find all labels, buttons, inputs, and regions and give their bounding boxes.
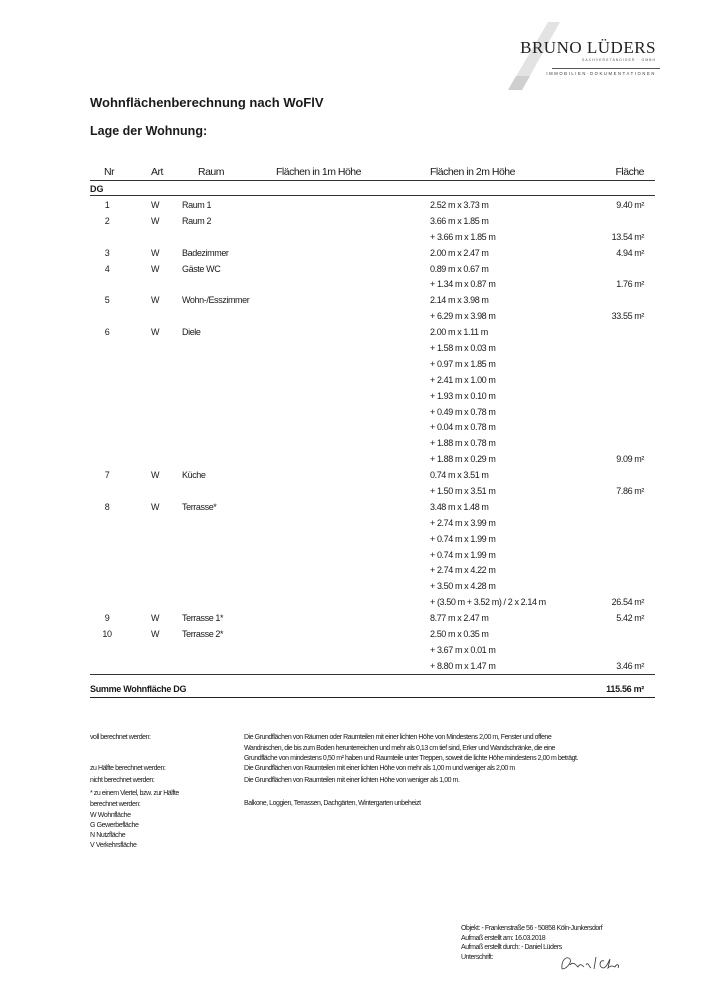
row-art: W	[151, 470, 160, 481]
row-flaeche: 33.55 m²	[611, 311, 644, 322]
row-flaeche: 4.94 m²	[616, 247, 644, 258]
legend-item: V Verkehrsfläche	[90, 842, 137, 849]
row-flaechen-2m: + 1.50 m x 3.51 m	[430, 486, 496, 497]
row-flaeche: 13.54 m²	[611, 231, 644, 242]
header-rule	[90, 180, 655, 181]
row-flaechen-2m: 2.00 m x 1.11 m	[430, 327, 488, 338]
header-flaechen-1m: Flächen in 1m Höhe	[276, 166, 361, 178]
row-flaechen-2m: + 3.50 m x 4.28 m	[430, 581, 496, 592]
row-flaechen-2m: + 2.41 m x 1.00 m	[430, 374, 496, 385]
row-flaechen-2m: 2.52 m x 3.73 m	[430, 200, 489, 210]
table-row	[0, 516, 706, 532]
summary-label: Summe Wohnfläche DG	[90, 684, 187, 694]
row-art: W	[151, 501, 160, 512]
legend-item: N Nutzfläche	[90, 832, 126, 839]
logo-subline: SACHVERSTÄNDIGER · GMBH	[582, 58, 656, 62]
row-art: W	[151, 200, 160, 210]
header-nr: Nr	[104, 166, 115, 178]
footnote-viertel-label	[90, 789, 179, 810]
table-row	[0, 532, 706, 548]
object-address: Objekt: - Frankenstraße 56 - 50858 Köln-Junkersdorf	[461, 925, 603, 932]
table-row	[0, 468, 706, 484]
survey-author: Aufmaß erstellt durch: - Daniel Lüders	[461, 944, 562, 952]
row-art: W	[151, 629, 160, 640]
footnote-voll-line: Grundfläche von mindestens 0,50 m² haben und Raumteile unter Treppen, soweit die lichte Höhe mindestens 2,00 m beträgt.	[244, 755, 579, 762]
table-row	[0, 595, 706, 611]
summary-value: 115.56 m²	[606, 684, 644, 694]
row-nr: 8	[104, 501, 110, 512]
table-end-rule	[90, 674, 655, 675]
row-flaechen-2m: 3.48 m x 1.48 m	[430, 501, 489, 512]
row-flaechen-2m: + 1.88 m x 0.29 m	[430, 454, 496, 465]
legend-item: W Wohnfläche	[90, 812, 131, 819]
footnote-viertel-line: berechnet werden:	[90, 800, 141, 808]
legend-item: G Gewerbefläche	[90, 822, 139, 829]
header-raum: Raum	[198, 166, 225, 178]
table-row	[0, 579, 706, 595]
survey-date: Aufmaß erstellt am: 16.03.2018	[461, 934, 546, 942]
footnote-nicht-label: nicht berechnet werden:	[90, 777, 155, 784]
row-flaeche: 9.40 m²	[616, 200, 644, 210]
signature	[558, 951, 628, 975]
table-row	[0, 357, 706, 373]
row-art: W	[151, 327, 160, 338]
row-flaeche: 5.42 m²	[616, 613, 644, 624]
row-flaechen-2m: 8.77 m x 2.47 m	[430, 613, 489, 624]
table-row	[0, 262, 706, 278]
row-raum: Badezimmer	[182, 247, 229, 258]
row-art: W	[151, 613, 160, 624]
row-art: W	[151, 263, 160, 274]
row-nr: 7	[104, 470, 110, 481]
row-flaechen-2m: + 1.88 m x 0.78 m	[430, 438, 496, 449]
table-row	[0, 659, 706, 675]
row-flaechen-2m: 2.50 m x 0.35 m	[430, 629, 489, 640]
header-art: Art	[151, 166, 163, 178]
table-row	[0, 500, 706, 516]
row-flaechen-2m: + 0.74 m x 1.99 m	[430, 533, 496, 544]
table-row	[0, 548, 706, 564]
table-row	[0, 309, 706, 325]
area-table-body	[0, 198, 706, 675]
row-nr: 6	[104, 327, 110, 338]
row-raum: Raum 2	[182, 215, 212, 226]
table-row	[0, 373, 706, 389]
row-raum: Küche	[182, 470, 206, 481]
row-nr: 9	[104, 613, 110, 624]
table-row	[0, 277, 706, 293]
row-flaechen-2m: 2.14 m x 3.98 m	[430, 295, 489, 306]
row-flaechen-2m: + 1.93 m x 0.10 m	[430, 390, 496, 401]
row-flaechen-2m: 0.74 m x 3.51 m	[430, 470, 489, 481]
row-nr: 2	[104, 215, 110, 226]
table-row	[0, 389, 706, 405]
section-rule	[90, 195, 655, 196]
location-label: Lage der Wohnung:	[90, 124, 208, 138]
row-flaeche: 7.86 m²	[616, 486, 644, 497]
row-raum: Terrasse*	[182, 501, 217, 512]
table-row	[0, 627, 706, 643]
row-flaechen-2m: + 6.29 m x 3.98 m	[430, 311, 496, 322]
table-row	[0, 643, 706, 659]
table-row	[0, 484, 706, 500]
row-flaechen-2m: + 3.67 m x 0.01 m	[430, 644, 496, 655]
logo-name: BRUNO LÜDERS	[520, 38, 656, 57]
table-row	[0, 405, 706, 421]
row-flaeche: 3.46 m²	[616, 660, 644, 671]
table-row	[0, 325, 706, 341]
row-flaechen-2m: + 8.80 m x 1.47 m	[430, 660, 496, 671]
row-nr: 5	[104, 295, 110, 306]
row-flaeche: 1.76 m²	[616, 279, 644, 290]
row-flaechen-2m: + 2.74 m x 4.22 m	[430, 565, 496, 576]
row-raum: Terrasse 2*	[182, 629, 224, 640]
row-flaechen-2m: + 1.58 m x 0.03 m	[430, 343, 496, 354]
header-flaechen-2m: Flächen in 2m Höhe	[430, 166, 515, 178]
footnote-voll-line: Wandnischen, die bis zum Boden herunterreichen und mehr als 0,13 cm tief sind, Erker und Wandschränke, die eine	[244, 744, 556, 752]
row-nr: 10	[102, 629, 112, 640]
table-row	[0, 563, 706, 579]
row-raum: Diele	[182, 327, 201, 338]
footnote-viertel-text: Balkone, Loggien, Terrassen, Dachgärten, Wintergarten unbeheizt	[244, 800, 421, 807]
row-raum: Terrasse 1*	[182, 613, 224, 624]
signature-label: Unterschrift:	[461, 953, 493, 961]
row-flaechen-2m: 2.00 m x 2.47 m	[430, 247, 489, 258]
table-row	[0, 214, 706, 230]
row-art: W	[151, 295, 160, 306]
logo-tagline: IMMOBILIEN·DOKUMENTATIONEN	[546, 71, 656, 76]
table-row	[0, 293, 706, 309]
footnote-haelfte-label: zu Hälfte berechnet werden:	[90, 765, 166, 772]
table-row	[0, 452, 706, 468]
row-flaeche: 26.54 m²	[611, 597, 644, 608]
header-flaeche: Fläche	[615, 166, 644, 178]
footnote-nicht-text: Die Grundflächen von Raumteilen mit einer lichten Höhe von weniger als 1,00 m.	[244, 777, 460, 784]
row-raum: Raum 1	[182, 200, 212, 210]
row-flaeche: 9.09 m²	[616, 454, 644, 465]
row-flaechen-2m: + 0.04 m x 0.78 m	[430, 422, 496, 433]
row-nr: 3	[104, 247, 110, 258]
table-row	[0, 341, 706, 357]
row-flaechen-2m: + 3.66 m x 1.85 m	[430, 231, 496, 242]
row-flaechen-2m: + 2.74 m x 3.99 m	[430, 517, 496, 528]
table-row	[0, 198, 706, 214]
company-logo	[500, 22, 670, 92]
row-flaechen-2m: 3.66 m x 1.85 m	[430, 215, 489, 226]
row-flaechen-2m: 0.89 m x 0.67 m	[430, 263, 489, 274]
row-art: W	[151, 215, 160, 226]
row-flaechen-2m: + 0.74 m x 1.99 m	[430, 549, 496, 560]
table-row	[0, 436, 706, 452]
row-nr: 1	[104, 200, 110, 210]
row-flaechen-2m: + (3.50 m + 3.52 m) / 2 x 2.14 m	[430, 597, 546, 608]
logo-divider	[552, 68, 660, 69]
row-raum: Wohn-/Esszimmer	[182, 295, 250, 306]
legend	[90, 811, 138, 851]
page-title: Wohnflächenberechnung nach WoFlV	[90, 95, 324, 110]
row-nr: 4	[104, 263, 110, 274]
section-dg: DG	[90, 184, 104, 194]
footnote-viertel-line: * zu einem Viertel, bzw. zur Hälfte	[90, 790, 179, 797]
summary-rule	[90, 697, 655, 698]
table-row	[0, 420, 706, 436]
footnote-voll-line: Die Grundflächen von Räumen oder Raumteilen mit einer lichten Höhe von Mindestens 2,00 m, Fenster und offene	[244, 734, 552, 741]
table-row	[0, 230, 706, 246]
footnote-haelfte-text: Die Grundflächen von Raumteilen mit einer lichten Höhe von mehr als 1,00 m und weniger als 2,00 m	[244, 765, 515, 772]
table-row	[0, 246, 706, 262]
row-raum: Gäste WC	[182, 263, 221, 274]
row-art: W	[151, 247, 160, 258]
footnote-voll-text	[244, 733, 578, 765]
table-row	[0, 611, 706, 627]
row-flaechen-2m: + 0.49 m x 0.78 m	[430, 406, 496, 417]
footnote-voll-label: voll berechnet werden:	[90, 734, 151, 741]
row-flaechen-2m: + 1.34 m x 0.87 m	[430, 279, 496, 290]
row-flaechen-2m: + 0.97 m x 1.85 m	[430, 358, 496, 369]
